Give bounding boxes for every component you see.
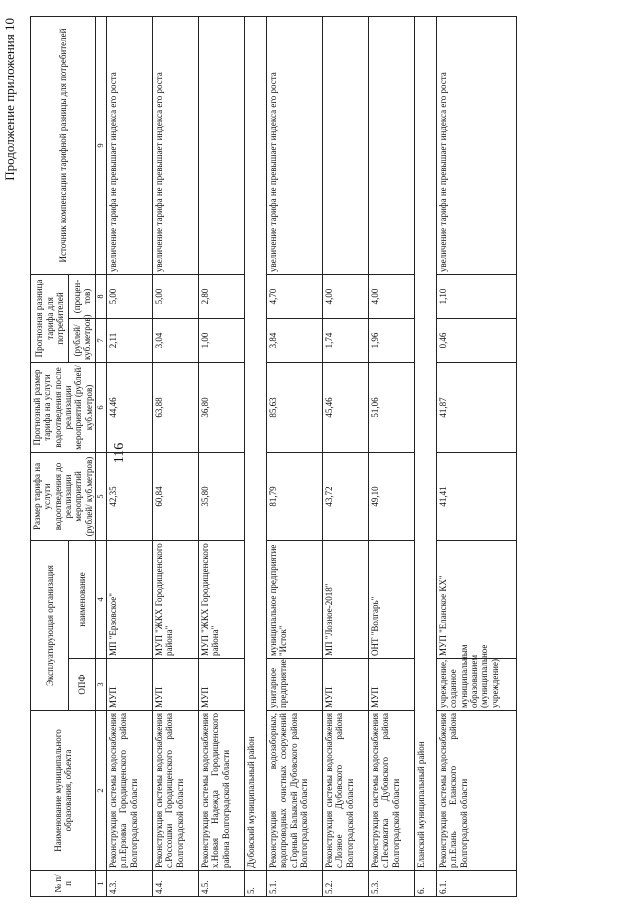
diff-pct: 4,70: [266, 274, 322, 318]
row-number: 4.3.: [106, 871, 152, 897]
diff-pct: 5,00: [152, 274, 198, 318]
section-row: [414, 16, 436, 896]
org-form: унитарное предприятие: [266, 659, 322, 711]
row-number: 5.2.: [322, 871, 368, 897]
diff-rub: 3,84: [266, 318, 322, 362]
table-row: [436, 16, 516, 896]
tariff-before: 43,72: [322, 452, 368, 540]
compensation-source: [368, 16, 414, 274]
column-number: 9: [96, 16, 107, 274]
compensation-source: [322, 16, 368, 274]
tariff-after: 85,63: [266, 362, 322, 452]
header-diff-pct: (процен- тов): [69, 274, 96, 318]
org-form: МУП: [106, 659, 152, 711]
header-diff-rub: (рублей/ куб.метров): [69, 318, 96, 362]
compensation-source: увеличение тарифа не превышает индекса его роста: [152, 16, 198, 274]
tariff-before: 60,84: [152, 452, 198, 540]
diff-rub: 2,11: [106, 318, 152, 362]
header-number: № п/п: [31, 871, 96, 897]
row-number: 4.4.: [152, 871, 198, 897]
table-row: [152, 16, 198, 896]
column-number-row: [96, 16, 107, 896]
section-number: 5.: [244, 871, 266, 897]
column-number: 8: [96, 274, 107, 318]
row-number: 4.5.: [198, 871, 244, 897]
header-org-name: наименование: [69, 540, 96, 658]
diff-pct: 5,00: [106, 274, 152, 318]
diff-rub: 3,04: [152, 318, 198, 362]
diff-rub: 1,74: [322, 318, 368, 362]
table-row: [266, 16, 322, 896]
diff-pct: 2,80: [198, 274, 244, 318]
tariff-before: 81,79: [266, 452, 322, 540]
column-number: 1: [96, 871, 107, 897]
object-name: Реконструкция системы водоснабжения с.Россошки Городищенского района Волгоградской области: [152, 711, 198, 871]
compensation-source: увеличение тарифа не превышает индекса его роста: [106, 16, 152, 274]
tariff-before: 35,80: [198, 452, 244, 540]
column-number: 5: [96, 452, 107, 540]
org-name: МУП "Еланское КХ": [436, 540, 516, 658]
row-number: 5.1.: [266, 871, 322, 897]
org-name: МУП "ЖКХ Городищенского района": [152, 540, 198, 658]
table-row: [368, 16, 414, 896]
org-name: ОНТ "Волгарь": [368, 540, 414, 658]
continuation-label: Продолжение приложения 10: [2, 18, 17, 181]
column-number: 3: [96, 659, 107, 711]
header-row-1: [31, 16, 69, 896]
compensation-source: [198, 16, 244, 274]
column-number: 4: [96, 540, 107, 658]
object-name: Реконструкция водозаборных, водопроводных очистных сооружений с.Горный Балыклей Дубовского района Волгоградской области: [266, 711, 322, 871]
header-source: Источник компенсации тарифной разницы для потребителей: [31, 16, 96, 274]
tariff-after: 44,46: [106, 362, 152, 452]
header-name: Наименование муниципального образования, объекта: [31, 711, 96, 871]
tariff-before: 49,10: [368, 452, 414, 540]
header-org-group: Эксплуатирующая организация: [31, 540, 69, 710]
diff-pct: 4,00: [322, 274, 368, 318]
diff-pct: 4,00: [368, 274, 414, 318]
object-name: Реконструкция системы водоснабжения х.Новая Надежда Городищенского района Волгоградской области: [198, 711, 244, 871]
header-diff-group: Прогнозная разница тарифа для потребителей: [31, 274, 69, 362]
column-number: 2: [96, 711, 107, 871]
org-form: МУП: [198, 659, 244, 711]
tariff-after: 45,46: [322, 362, 368, 452]
table-row: [106, 16, 152, 896]
diff-rub: 1,00: [198, 318, 244, 362]
object-name: Реконструкция системы водоснабжения с.Песковатка Дубовского района Волгоградской области: [368, 711, 414, 871]
org-name: муниципальное предприятие "Исток": [266, 540, 322, 658]
header-tariff-before: Размер тарифа на услуги водоотведения до реализации мероприятий (рублей/ куб.метров): [31, 452, 96, 540]
org-form: МУП: [322, 659, 368, 711]
header-opf: ОПФ: [69, 659, 96, 711]
section-number: 6.: [414, 871, 436, 897]
tariff-table: [30, 16, 517, 897]
section-title: Еланский муниципальный район: [414, 16, 436, 870]
table-row: [198, 16, 244, 896]
row-number: 5.3.: [368, 871, 414, 897]
org-name: МУП "ЖКХ Городищенского района": [198, 540, 244, 658]
header-tariff-after: Прогнозный размер тарифа на услуги водоотведения после реализации мероприятий (рублей/ куб.метров): [31, 362, 96, 452]
org-name: МП "Лозное-2018": [322, 540, 368, 658]
section-row: [244, 16, 266, 896]
diff-pct: 1,10: [436, 274, 516, 318]
compensation-source: увеличение тарифа не превышает индекса его роста: [266, 16, 322, 274]
column-number: 6: [96, 362, 107, 452]
org-name: МП "Ерзовское": [106, 540, 152, 658]
diff-rub: 1,96: [368, 318, 414, 362]
org-form: учреждение, созданное муниципальным образованием (муниципальное учреждение): [436, 659, 516, 711]
tariff-after: 41,87: [436, 362, 516, 452]
row-number: 6.1.: [436, 871, 516, 897]
tariff-before: 42,35: [106, 452, 152, 540]
column-number: 7: [96, 318, 107, 362]
section-title: Дубовский муниципальный район: [244, 16, 266, 870]
object-name: Реконструкция системы водоснабжения р.п.Елань Еланского района Волгоградской области: [436, 711, 516, 871]
table-row: [322, 16, 368, 896]
tariff-before: 41,41: [436, 452, 516, 540]
tariff-after: 36,80: [198, 362, 244, 452]
object-name: Реконструкция системы водоснабжения с.Лозное Дубовского района Волгоградской области: [322, 711, 368, 871]
tariff-after: 63,88: [152, 362, 198, 452]
object-name: Реконструкция системы водоснабжения р.п.Ерзовка Городищенского района Волгоградской области: [106, 711, 152, 871]
org-form: МУП: [368, 659, 414, 711]
diff-rub: 0,46: [436, 318, 516, 362]
org-form: МУП: [152, 659, 198, 711]
tariff-after: 51,06: [368, 362, 414, 452]
compensation-source: увеличение тарифа не превышает индекса его роста: [436, 16, 516, 274]
page-number: 116: [112, 442, 127, 464]
